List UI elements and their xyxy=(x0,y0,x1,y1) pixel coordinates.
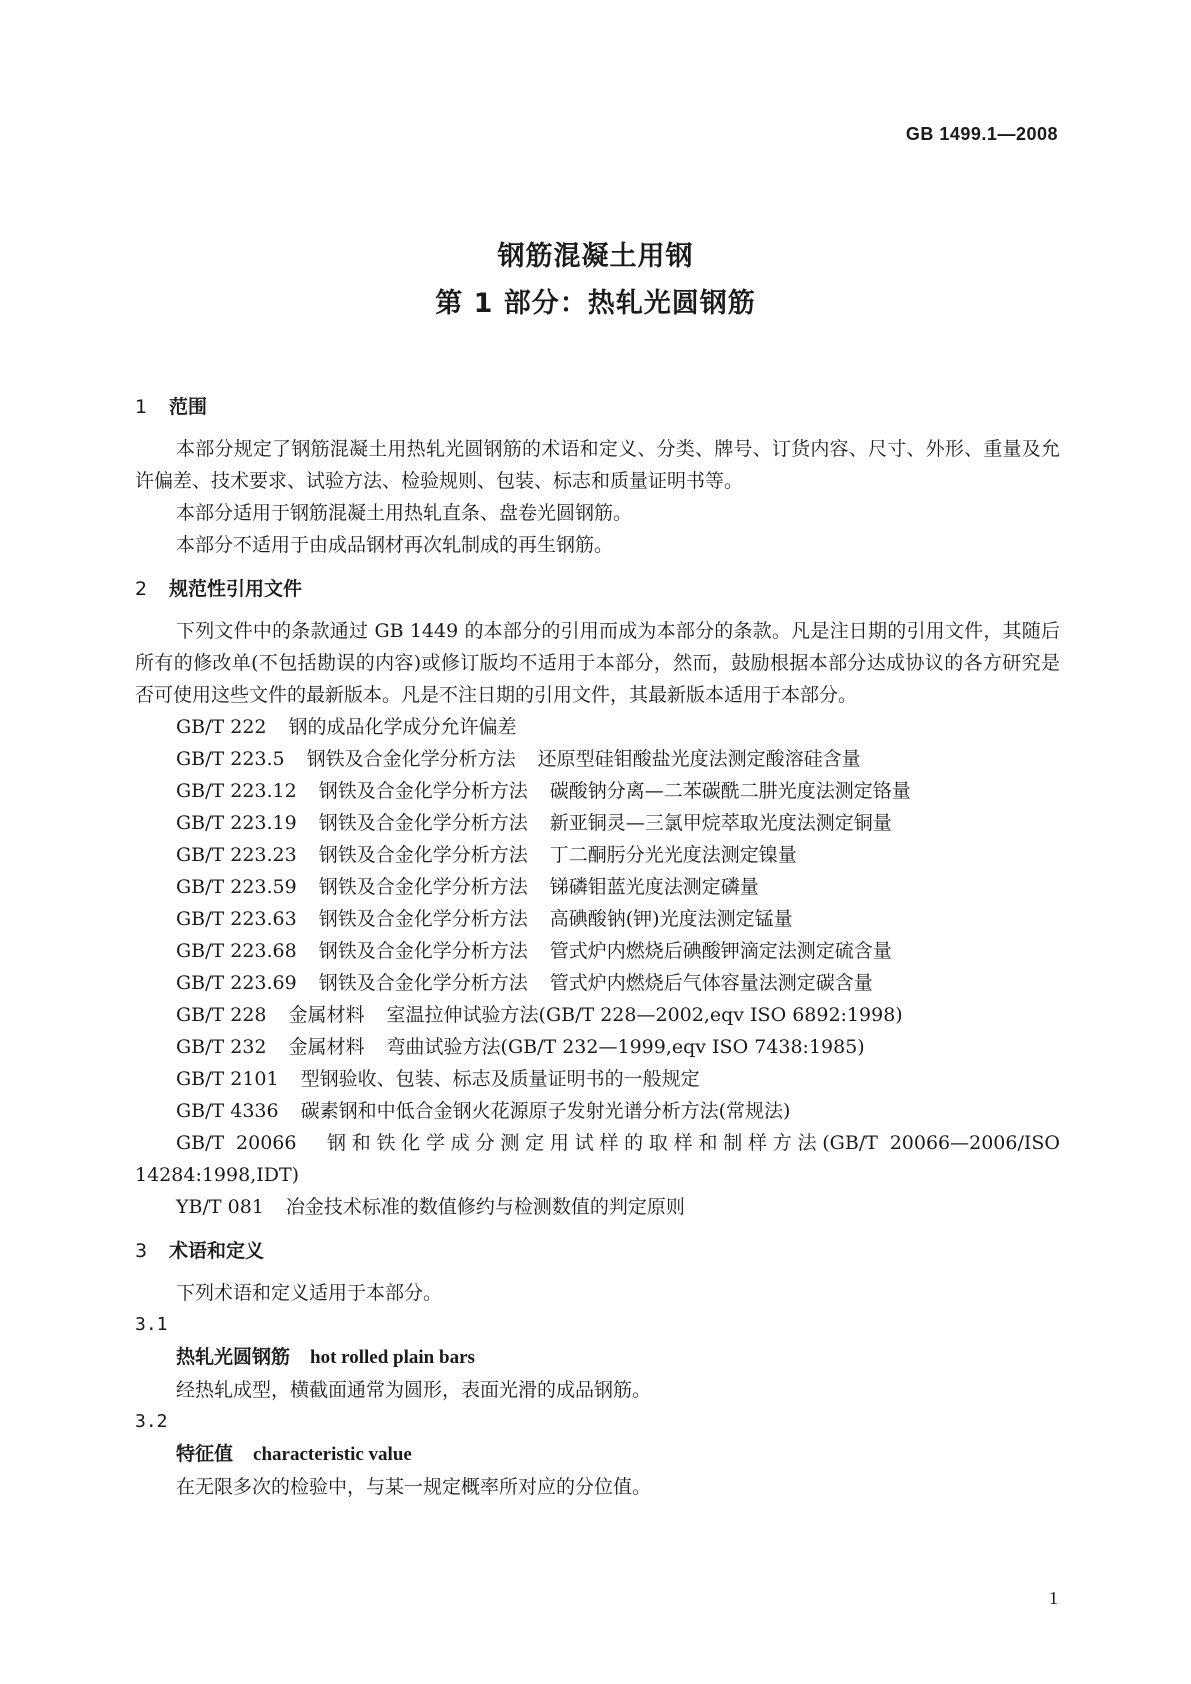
ref-title: 钢铁及合金化学分析方法 xyxy=(318,972,528,994)
ref-subtitle: 管式炉内燃烧后气体容量法测定碳含量 xyxy=(549,972,873,994)
reference-item xyxy=(135,999,1060,1031)
ref-subtitle: 高碘酸钠(钾)光度法测定锰量 xyxy=(549,908,793,930)
ref-title: 钢铁及合金化学分析方法 xyxy=(306,748,516,770)
document-body xyxy=(135,391,1060,1503)
reference-item xyxy=(135,1191,1060,1223)
reference-item xyxy=(135,807,1060,839)
term-definition: 经热轧成型，横截面通常为圆形，表面光滑的成品钢筋。 xyxy=(176,1379,652,1401)
ref-title: 金属材料 xyxy=(288,1036,365,1058)
term-zh: 特征值 xyxy=(176,1443,234,1465)
ref-code: GB/T 223.69 xyxy=(176,972,297,994)
term-number: 3.1 xyxy=(135,1314,168,1335)
term-name xyxy=(135,1438,1060,1471)
ref-subtitle: 弯曲试验方法(GB/T 232—1999,eqv ISO 7438:1985) xyxy=(386,1036,865,1058)
ref-title: 型钢验收、包装、标志及质量证明书的一般规定 xyxy=(300,1068,700,1090)
reference-item xyxy=(135,967,1060,999)
reference-item xyxy=(135,775,1060,807)
ref-code: GB/T 2101 xyxy=(176,1068,279,1090)
ref-subtitle: 丁二酮肟分光光度法测定镍量 xyxy=(549,844,797,866)
ref-code: GB/T 223.5 xyxy=(176,748,285,770)
reference-item xyxy=(135,1063,1060,1095)
term-definition: 在无限多次的检验中，与某一规定概率所对应的分位值。 xyxy=(176,1476,652,1498)
title-line-2: 第 1 部分：热轧光圆钢筋 xyxy=(435,288,756,319)
page-number: 1 xyxy=(1049,1588,1058,1608)
doc-code: GB 1499.1—2008 xyxy=(905,124,1058,144)
ref-title: 钢铁及合金化学分析方法 xyxy=(318,940,528,962)
section-number: 2 xyxy=(135,578,148,600)
paragraph: 下列术语和定义适用于本部分。 xyxy=(176,1282,443,1304)
ref-subtitle: 新亚铜灵—三氯甲烷萃取光度法测定铜量 xyxy=(549,812,892,834)
term-en: hot rolled plain bars xyxy=(310,1347,475,1368)
section-number: 1 xyxy=(135,396,148,418)
term-zh: 热轧光圆钢筋 xyxy=(176,1346,291,1368)
ref-code: YB/T 081 xyxy=(176,1196,264,1218)
ref-code: GB/T 223.19 xyxy=(176,812,297,834)
ref-subtitle: 还原型硅钼酸盐光度法测定酸溶硅含量 xyxy=(537,748,861,770)
ref-code: GB/T 223.63 xyxy=(176,908,297,930)
reference-item xyxy=(135,871,1060,903)
ref-code: GB/T 222 xyxy=(176,716,267,738)
section-title: 范围 xyxy=(169,396,208,418)
ref-subtitle: 锑磷钼蓝光度法测定磷量 xyxy=(549,876,759,898)
reference-item xyxy=(135,1095,1060,1127)
reference-item xyxy=(135,839,1060,871)
ref-title: 钢的成品化学成分允许偏差 xyxy=(288,716,517,738)
section-title: 规范性引用文件 xyxy=(169,578,303,600)
reference-item xyxy=(135,1031,1060,1063)
ref-code: GB/T 223.12 xyxy=(176,780,297,802)
paragraph: 下列文件中的条款通过 GB 1449 的本部分的引用而成为本部分的条款。凡是注日期的引用文件，其随后所有的修改单(不包括勘误的内容)或修订版均不适用于本部分，然而，鼓励根据本部分达成协议的各方研究是否可使用这些文件的最新版本。凡是不注日期的引用文件，其最新版本适用于本部分。 xyxy=(135,620,1060,706)
ref-code: GB/T 223.59 xyxy=(176,876,297,898)
section-3-heading xyxy=(135,1235,1060,1267)
section-number: 3 xyxy=(135,1240,148,1262)
ref-title: 金属材料 xyxy=(288,1004,365,1026)
ref-code: GB/T 223.68 xyxy=(176,940,297,962)
ref-title: 钢铁及合金化学分析方法 xyxy=(318,908,528,930)
term-number: 3.2 xyxy=(135,1411,168,1432)
section-1-heading xyxy=(135,391,1060,423)
reference-item xyxy=(135,711,1060,743)
section-2-heading xyxy=(135,573,1060,605)
paragraph: 本部分规定了钢筋混凝土用热轧光圆钢筋的术语和定义、分类、牌号、订货内容、尺寸、外形、重量及允许偏差、技术要求、试验方法、检验规则、包装、标志和质量证明书等。 xyxy=(135,438,1060,492)
ref-title: 碳素钢和中低合金钢火花源原子发射光谱分析方法(常规法) xyxy=(300,1100,791,1122)
paragraph: 本部分不适用于由成品钢材再次轧制成的再生钢筋。 xyxy=(176,534,614,556)
ref-title: 钢铁及合金化学分析方法 xyxy=(318,812,528,834)
ref-subtitle: 碳酸钠分离—二苯碳酰二肼光度法测定铬量 xyxy=(549,780,911,802)
ref-title: 冶金技术标准的数值修约与检测数值的判定原则 xyxy=(285,1196,685,1218)
ref-code: GB/T 232 xyxy=(176,1036,267,1058)
term-en: characteristic value xyxy=(253,1444,412,1465)
ref-code: GB/T 228 xyxy=(176,1004,267,1026)
reference-item xyxy=(135,903,1060,935)
ref-code: GB/T 223.23 xyxy=(176,844,297,866)
title-line-1: 钢筋混凝土用钢 xyxy=(497,241,694,272)
paragraph: 本部分适用于钢筋混凝土用热轧直条、盘卷光圆钢筋。 xyxy=(176,502,633,524)
ref-title: 钢铁及合金化学分析方法 xyxy=(318,876,528,898)
reference-item-long: GB/T 20066 钢和铁化学成分测定用试样的取样和制样方法(GB/T 20066—2006/ISO 14284:1998,IDT) xyxy=(135,1132,1060,1186)
term-name xyxy=(135,1341,1060,1374)
reference-item xyxy=(135,935,1060,967)
ref-code: GB/T 4336 xyxy=(176,1100,279,1122)
ref-subtitle: 管式炉内燃烧后碘酸钾滴定法测定硫含量 xyxy=(549,940,892,962)
reference-item xyxy=(135,743,1060,775)
ref-title: 钢铁及合金化学分析方法 xyxy=(318,780,528,802)
section-title: 术语和定义 xyxy=(169,1240,265,1262)
ref-subtitle: 室温拉伸试验方法(GB/T 228—2002,eqv ISO 6892:1998) xyxy=(386,1004,903,1026)
ref-title: 钢铁及合金化学分析方法 xyxy=(318,844,528,866)
